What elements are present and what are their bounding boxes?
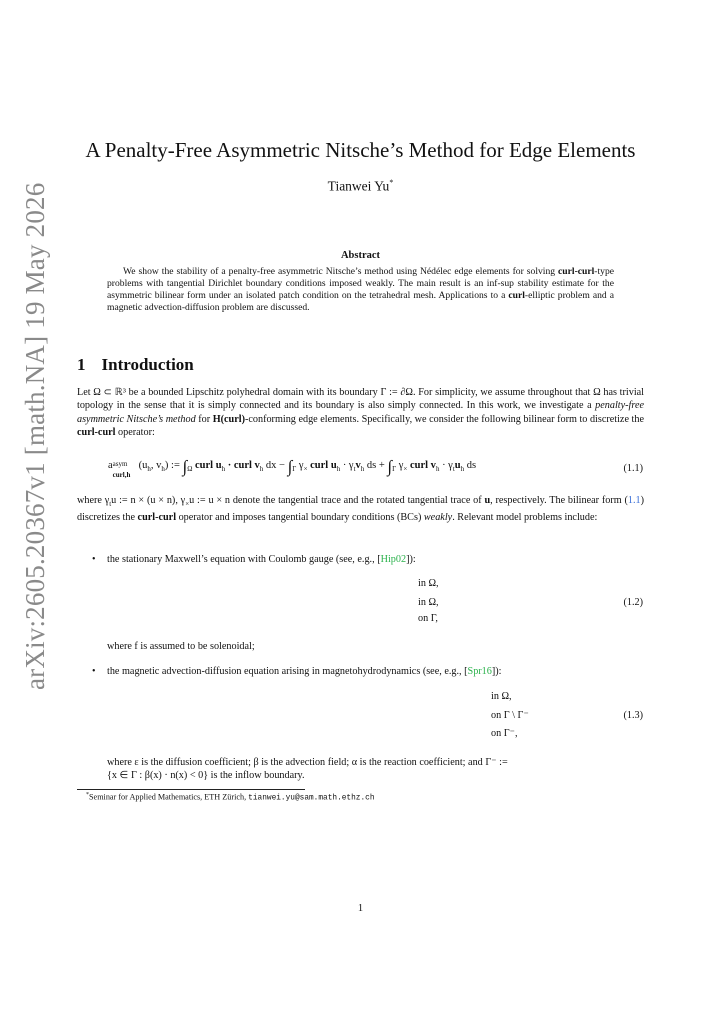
- paper-title: A Penalty-Free Asymmetric Nitsche’s Method for Edge Elements: [85, 138, 636, 162]
- equation-number-1-3: (1.3): [623, 710, 643, 721]
- footnote: *Seminar for Applied Mathematics, ETH Zürich, tianwei.yu@sam.math.ethz.ch: [86, 792, 375, 803]
- eq-1-2-row-2-rhs: in Ω,: [418, 597, 439, 608]
- section-number: 1: [77, 355, 86, 374]
- eq-1-2-row-1-rhs: in Ω,: [418, 578, 439, 589]
- intro-paragraph: Let Ω ⊂ ℝ³ be a bounded Lipschitz polyhedral domain with its boundary Γ := ∂Ω. For simplicity, we assume throughout that Ω has trivial topology in the sense that it is simply connected and its boundary is also simply connected. In this work, we investigate a penalty-free asymmetric Nitsche’s method for H(curl)-conforming edge elements. Specifically, we consider the following bilinear form to discretize the curl-curl operator:: [77, 387, 644, 439]
- item-2-after: where ε is the diffusion coefficient; β is the advection field; α is the reaction coefficient; and Γ⁻ := {x ∈ Γ : β(x) · n(x) < 0} is the inflow boundary.: [107, 757, 508, 782]
- item-2-text: the magnetic advection-diffusion equation arising in magnetohydrodynamics (see, e.g., [Spr16]):: [107, 666, 502, 677]
- author-email[interactable]: tianwei.yu@sam.math.ethz.ch: [248, 794, 375, 803]
- after-eq-paragraph: where $\gamma_tu$ := n × (u × n), $\gamma_\times u$ := u × n denote the tangential trace and the rotated tangential trace of u, respectively. The bilinear form (1.1) discretizes the curl-curl operator and imposes tangential boundary conditions (BCs) weakly. Relevant model problems include:: [77, 495, 645, 524]
- author-name: Tianwei Yu: [327, 178, 390, 194]
- bullet-1: •: [92, 554, 96, 565]
- item-1-after: where f is assumed to be solenoidal;: [107, 641, 255, 652]
- abstract-text: We show the stability of a penalty-free asymmetric Nitsche’s method using Nédélec edge elements for solving curl-curl-type problems with tangential Dirichlet boundary conditions imposed weakly. The main result is an inf-sup stability estimate for the asymmetric bilinear form under an isolated patch condition on the tetrahedral mesh. Applications to a curl-elliptic problem and a magnetic advection-diffusion problem are discussed.: [107, 266, 614, 313]
- citation-hip02[interactable]: Hip02: [380, 554, 407, 565]
- section-title: Introduction: [101, 355, 194, 374]
- item-1-text: the stationary Maxwell’s equation with Coulomb gauge (see, e.g., [Hip02]):: [107, 554, 416, 565]
- eq-1-3-row-3-rhs: on Γ⁻,: [491, 728, 518, 739]
- eq-1-3-row-1-rhs: in Ω,: [491, 691, 512, 702]
- equation-ref-link[interactable]: 1.1: [627, 495, 641, 506]
- author-line: [0, 178, 721, 195]
- eq-1-2-row-3-rhs: on Γ,: [418, 613, 438, 624]
- citation-spr16[interactable]: Spr16: [467, 666, 492, 677]
- bullet-2: •: [92, 666, 96, 677]
- arxiv-side-stamp: arXiv:2605.20367v1 [math.NA] 19 May 2026: [20, 182, 50, 690]
- equation-1-1: a asym curl,h ($u_h$, $v_h$) := $\int_\Omega$ curl $u_h$ · curl $v_h$ dx − $\int_\Gamma$ $\gamma_\times$ curl $u_h \cdot \gamma_tv_h$ ds + $\int_\Gamma$ $\gamma_\times$ curl $v_h \cdot \gamma_tu_h$ ds: [108, 457, 477, 479]
- eq-1-3-row-2-rhs: on Γ \ Γ⁻: [491, 710, 529, 721]
- author-footnote-mark: *: [389, 178, 394, 187]
- equation-number-1-1: (1.1): [623, 463, 643, 474]
- abstract-heading: Abstract: [340, 250, 381, 261]
- page-number: 1: [357, 903, 364, 914]
- section-heading: [77, 355, 194, 375]
- equation-number-1-2: (1.2): [623, 597, 643, 608]
- footnote-rule: [77, 789, 305, 790]
